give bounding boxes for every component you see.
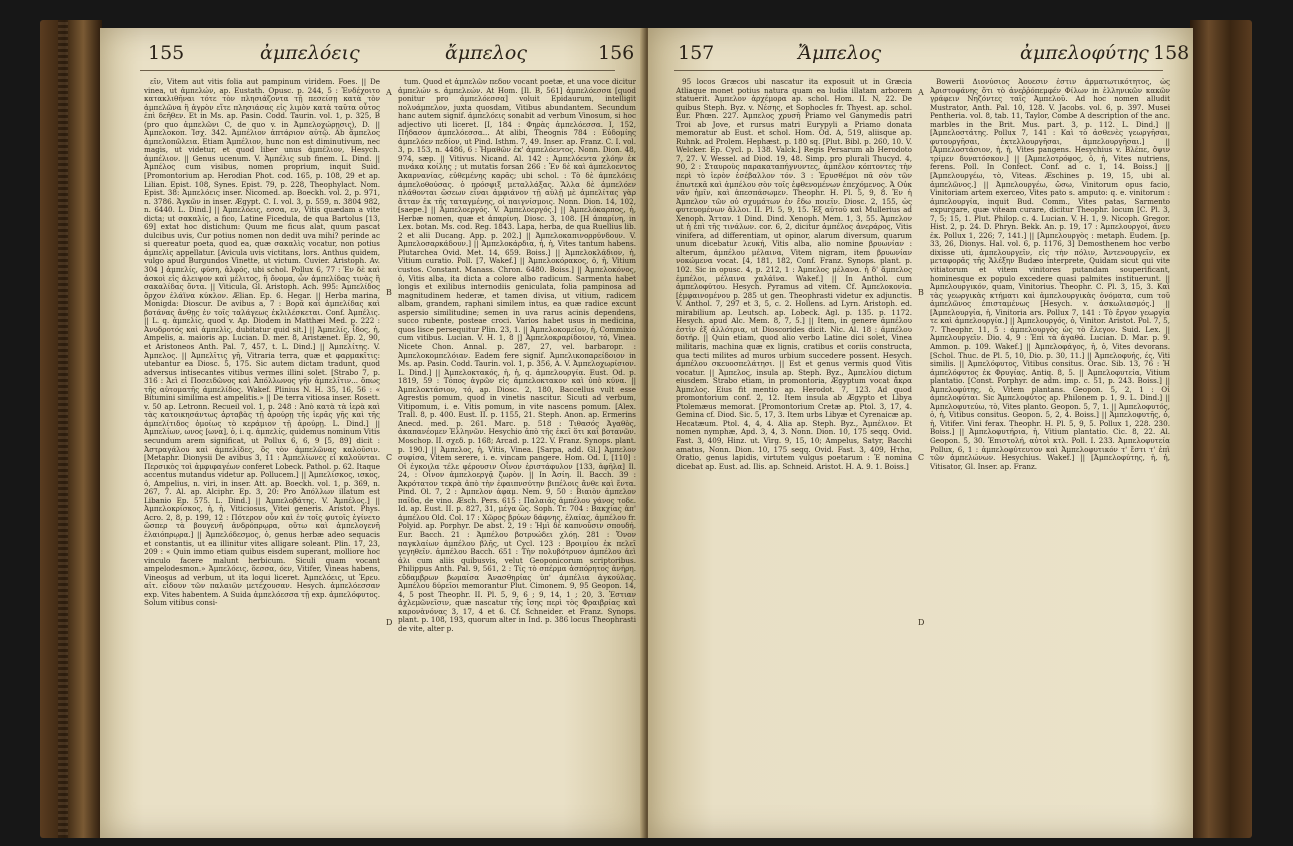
section-mark-d: D: [918, 618, 925, 627]
page-number-right: 158: [1153, 42, 1190, 64]
text-column-2: [930, 78, 1170, 830]
page-number-left: 157: [678, 42, 715, 64]
left-book-cover: [40, 20, 102, 838]
page-number-left: 155: [148, 42, 185, 64]
section-mark-b: B: [918, 288, 924, 297]
column-text: Bowerii Διονύσιος Ἀουεσιν ἐστιν ἀρματωτικότητος, ὡς Ἀριστοφάνης ὅτι τὸ ἀνεῤῥόπεμφέν Φίλων in ἑλληνικῶν κακῶν γράφειν Νηζόντες ταῖς Ἀμπελοῦ. Ad hoc nomen alludit Mustrator, Anth. Pal. 10, 128. V. Jacobs. vol. 6, p. 397. Musei Pentheria. vol. 8, tab. 11, Taylor, Combe A description of the anc. marbles in the Brit. Mus. part. 3, p. 112. L. Dind.] || [Ἀμπελοστάτης. Pollux 7, 141 : Καὶ τὸ ἀσθενὲς γεωργῆσαι, φυτουργῆσαι, ἐκτελλουργῆσαι, ἀμπελουργῆσαι.] || [Ἀμπελοστάσιον, ἡ, ἡ, Vites pangens. Hesychius v. Βλέπε, ὄψιν τρίμεν δυνατόσκον.] || [Ἀμπελοτρόφος, ὁ, ἡ, Vites nutriens, ferens. Poll. In Confect. Conf. ad c. 1, 14. Boiss.] || [Ἀμπελουργέω, τὸ, Viteas. Æschines p. 19, 15, ubi al. ἀμπελῶνος.] || Ἀμπελουργέω, ὤσω, Vinitorum opus facio, Vinitoriam artem exerceo, Vites pato s. amputo: q. e. vinitorum : ἀμπελουργία, inquit Bud. Comm., Vites patas, Sarmento expurgare, quæ viteam curare, dicitur Theophr. locum [C. Pl. 3, 7, 5; 15, 1. Plut. Philop. c. 4. Lucian. V. H. 1, 9. Nicoph. Gregor. Hist. 2, p. 24. D. Phryn. Bekk. An. p. 19, 17 : Ἀμπελουργοί, ἄνευ ἐκ. Pollux 1, 226; 7, 141.] || [Ἀμπελουργὸς : metaph. Eudem. [p. 33, 26, Dionys. Hal. vol. 6, p. 1176, 3] Demosthenem hoc verbo dixisse uti, ἀμπελουργεῖν, εἰς τὴν πόλιν, Ἀντενουργεῖν, ex μεταφορᾶς τῆς Ἀλέξην Budæo interprete, Quidam sicut qui vite vitiatorum et vitem vinitores putandam souperificant, hominesque ex populo excedere quasi palmites instituerunt. || Ἀμπελουργικόν, quam, Vinitorius. Theophr. C. Pl. 3, 15, 3. Καὶ τὰς γεωργικὰς κτήματι καὶ ἀμπελουργικὰς ὀνόματα, cum τοῦ ἀμπελῶνος ἐπισταμένως [Hesych. v. ἀσκωλιασμός.] || [Ἀμπελουργία, ἡ, Vinitoria ars. Pollux 7, 141 : Τὸ ἔργον γεωργία τε καὶ ἀμπελουργία.] || Ἀμπελουργός, ὁ, Vinitor. Aristot. Pol. 7, 5, 7. Theophr. 11, 5 : ἀμπελουργὸς ὡς τὸ ἔλεγον. Suid. Lex. || Ἀμπελουργεῖν. Dio. 4, 9 : Ἐπὶ τὰ ἀγαθά. Lucian. D. Mar. p. 9. Ammon. p. 109. Wakef.] || Ἀμπελοφάγος, ἡ, ὁ, Vites devorans. [Schol. Thuc. de Pl. 5, 10, Dio. p. 30, 11.] || Ἀμπελοφυής, ές, Viti similis. || Ἀμπελόφυτος, Vitibus consitus. Orac. Sib. 13, 76 : Ἡ ἀμπελόφυτος ἐκ Φρυγίας. Antiq. 8, 5. || Ἀμπελοφυτεία, Vitium plantatio. [Const. Porphyr. de adm. imp. c. 51, p. 243. Boiss.] || Ἀμπελοφύτης, ὁ, Vitem plantans. Geopon. 5, 2, 1 : Οἱ ἀμπελοφύται. Sic Ἀμπελοφύτος ap. Philonem p. 1, 9. L. Dind.] || Ἀμπελοφυτεύω, τὸ, Vites planto. Geopon. 5, 7, 1. || Ἀμπελοφυτός, ὁ, ἡ, Vitibus consitus. Geopon. 5, 2, 4. Boiss.] || Ἀμπελοφυτῆς, ὁ, ἡ, Vitifer. Vini ferax. Theophr. H. Pl. 5, 9, 5. Pollux 1, 228. 230. Boiss.] || Ἀμπελοφυτήρια, ἡ, Vitium plantatio. Cic. 8, 22. Al. Geopon. 5, 30. Ἐπιστολή, αὐτοὶ κτλ. Poll. I. 233. Ἀμπελοφυτεία Pollux, 6, 1 : ἀμπελοφύτευτον καὶ Ἀμπελοφυτικόν τ' ἔστι τ' ἐπὶ τῶν ἀμπελώνων. Hesychius. Wakef.] || [Ἀμπελοφύτης, ἡ, ἡ, Vitisator, Gl. Inser. ap. Franz.: [930, 78, 1170, 471]
left-page: [100, 28, 645, 838]
section-mark-b: B: [386, 288, 392, 297]
running-head-left: ἀμπελόεις: [260, 42, 360, 64]
page-number-right: 156: [598, 42, 635, 64]
section-mark-a: A: [386, 88, 392, 97]
header-rule: [674, 70, 1163, 71]
section-mark-c: C: [918, 453, 925, 462]
column-text: εῖν, Vitem aut vitis folia aut pampinum viridem. Foes. || De vinea, ut ἀμπελών, ap. Eustath. Opusc. p. 244, 5 : Ἐνδέχοιτο κατακλιθῆναι τότε τὸν πλησιάζοντα τῇ πεσείσῃ κατὰ τὸν ἀμπελῶνα ἢ ἀγρὸν εἴτε πλησιάσας εἰς λιμὸν κατὰ ταῦτα οὗτος ἐπὶ δεῆθεν. Et in Ms. ap. Pasin. Codd. Taurin. vol. 1, p. 325, B (pro quo ἀμπελῶνι C, de quo v. in Ἀμπελοχώρῃσις), D. || Ἀμπελοκοπ. Ἰσχ. 342. Ἀμπέλιον ἀπτάριον αὐτῷ. Ab ἄμπελος ἀμπελοπῶλεια. Etiam Ἀμπέλιον, hunc non est diminutivum, nec magis, ut videtur, et quod liber unus ἀμπέλιον, Hesych. ἀμπέλιον. || Genus ucenum. V. Ἀμπέλις sub finem. L. Dind. || Ἀμπέλος cum visibus, nomen proprium, inquit Suid. [Promontorium ap. Herodian Phot. cod. 165, p. 108, 29 et ap. Lilian. Epist. 108, Synes. Epist. 79, p. 228, Theophylact. Nom. Epist. 38: Ἀμπελόεις inser. Nicomed. ap. Boeckh. vol. 2, p. 971, n. 3786. Ἀγκῶν in inser. Ægypt. C. I. vol. 3, p. 559, n. 3804 982, n. 6440. L. Dind.] || Ἀμπελόεις, εσσα, εν, Vitis quædam a vite dicta; ut σακαλίς, a fico, Latine Ficedula, de qua Bartolus [13, 69] extat hoc distichum: Quum me ficus alat, quum pascat dulcibus uvis, Cur potius nomen non dedit uva mihi? perinde ac si quereatur poeta, quod ea, quæ σακαλὶς vocatur, non potius ἀμπελὶς appellatur. [Avicula uvis victitans, lors. Anthus quidem, vulgo apud Burgundos Vinette, ut victum. Cuvier. Aristoph. Av. 304 ] ἀμπελίς, φύση, ἀλφός, ubi schol. Pollux 6, 77 : Ἐν δὲ καὶ ἀσκοὶ εἰς ἀλειψον καὶ μέλιτος, ἢ ὄνομα, ὧν ἀμπελίδας τινὰς ἢ σακαλίδας ὄντα. || Viticula, Gl. Aristoph. Ach. 995: Ἀμπελίδος ὄρχον ἐλάϊνα κύκλον. Ælian. Ep. 6. Hegar. || Herba marina, Monigda: Dioscur. De avibus a, 7 : Βορᾶ καὶ ἀμπελίδας καὶ βοτάνας ἄνθῃς ἐν τοῖς ταλάγεως ἐκλιλέσκεται. Conf. Ἀμπέλις. || L. q. ἀμπελίς, quod v. Ap. Diodem in Matthæi Med. p. 222 : Ἀνυδροτός καὶ ἀμπελὶς, dubitatur quid sit.] || Ἀμπελίς, ἶδος, ἡ, Ampelis, a. maioris ap. Lucian. D. mer. 8, Aristænet. Ep. 2, 90, et Aristoneos Anth. Pal. 7, 457, t. L. Dind.] || Ἀμπελίτης. V. Ἀμπελος. || Ἀμπελῖτις γῆ, Vitraria terra, quæ et φαρμακῖτις: utebantur ea Diosc. 5, 175. Sic autem dictam tradunt, quod adversus intisecantes vitibus vermes illini solet. [Strabo 7, p. 316 : Ἀεὶ εἰ Ποσειδῶνος καὶ Ἀπόλλωνος γῆν ἀμπελῖτιν... ὅπως τῆς αὐτοματῆς ἀμπελίδος. Wakef. Plinius N. H. 35, 16, 56 : « Bitumini similima est ampelitis.» || De terra vitiosa inser. Rosett. v. 50 ap. Letronn. Recueil vol. 1, p. 248 : Ἀπὸ κατὰ τὰ ἱερὰ καὶ τὰς κατοικησάντως ἀρταβὰς τῇ ἀρούρῃ τῆς ἱερᾶς γῆς καὶ τῆς ἀμπελίτιδος ὁμοίως τὸ κεράμιον τῇ ἀρούρῃ. L. Dind.] || Ἀμπελίων, ωνος [ωνα], ὁ, i. q. ἀμπελίς, quidemus nominum Vitis secundum arem significat, ut Pollux 6, 6, 9 [5, 89] dicit : Ἀστραγάλου καὶ ἀμπελίδες, ὃς τὸν ἀμπελῶνας καλοῦσιν. [Metaphr. Dionysii De avibus 3, 11 : Ἀμπελίωνες εἰ καλοῦνται. Περσικὸς τοὶ ἀμφιφαγέων conferet Lobeck. Pathol. p. 62. Itaque accentus mutandus videtur ap. Pollucem.] || Ἀμπελίσκος, ισκος, ὁ, Ampelius, n. viri, in inser. Att. ap. Boeckh. vol. 1, p. 369, n. 267, 7. Al. ap. Alciphr. Ep. 3, 20: Pro Ἀπόλλων illatum est Libanio Ep. 575. L. Dind.] || Ἀμπελοβάτης. V. Ἀμπέλος.] || Ἀμπελοκρίσκος, ἡ, ἡ, Viticiosus, Vitei generis. Aristot. Phys. Acro. 2, 8, p. 199, 12 : Πότερον οὖν καὶ ἐν τοῖς φυτοῖς ἐγίνετο ὥσπερ τὰ βουγενῆ ἀνδρόπρῳρα, οὕτω καὶ ἀμπελογενῆ ἐλαιόπρῳρα.] || Ἀμπελόδεσμος, ὁ, genus herbæ adeo sequacis et constantis, ut ea illinitur vites alligare soleant. Plin. 17, 23, 209 : « Quin immo etiam quibus eisdem superant, molliore hoc vinculo facere malunt herbicum. Siculi quam vocant ampelodesmon.» Ἀμπελόεις, ὅεσσα, όεν, Vitifer, Vineas habens, Vineosus ad verbum, ut ita loqui liceret. Ἀμπελόεις, ut Ἐρευ. αἰτ. εἶδουν τῶν παλαιῶν μετέχουσαν. Hesych. ἀμπελόεσσαν exp. Vites habentem. A Suida ἀμπελόεσσα τῇ exp. ἀμπελόφυτος. Solum vitibus consi-: [144, 78, 380, 608]
running-head-left: Ἄμπελος: [798, 42, 882, 64]
running-head-right: ἄμπελος: [445, 42, 527, 64]
section-mark-d: D: [386, 618, 393, 627]
running-head-right: ἀμπελοφύτης: [1020, 42, 1149, 64]
column-text: 95 locos Græcos ubi nascatur ita exposuit ut in Græcia Atliaque monet potius natura quam ea ludia illatam arborem statuerit. Ἀμπελον ἀρχέμορα ap. schol. Hom. II. N, 22. De quibus Steph. Byz. v. Νέσης, et Sophocles fr. Thyest. ap. schol. Eur. Phœn. 227. Ἀμπελος χρυσῆ Priamo vel Ganymedis patri Troi ab Jove, et rursus matri Eurypyli a Priamo donata memoratur ab Eust. et schol. Hom. Od. A, 519, aliisque ap. Ruhnk. ad Prolem. Hephæst. p. 180 sq. [Plut. Bibl. p. 260, 10. V. Welcker. Ep. Cycl. p. 138. Valck.] Regis Persarum ab Herodoto 7, 27. V. Wessel. ad Diod. 19, 48. Simp. pro plurali Thucyd. 4, 90, 2 : Σταυροὺς παρακαταπήγνυντες, ἀμπέλον κόπτοντες τὴν περὶ τὸ ἱερὸν ἐσέβαλλον τόν. 3 : Ἐρυσθέμοι πᾶ σὸν τῶν ἐπωτεκᾶ καὶ ἀμπέλου σὸν τοῖς ἐφθενομένων ἐπεχόμενος. Ἀ Οὐκ νᾶν ἡμῖν, καὶ ἀπεσπάσωμεν. Theophr. H. Pl. 5, 9, 8. Ἐν ἡ Ἀμπελον τῶν οὐ σχυμάτων ἐν ἔδω ποιεῖν. Diosc. 2, 155, ὡς φυτευομένων ἄλλοι. II. Pl. 5, 9, 15. Ἐξ αὐτοῦ καὶ Mullerius ad Xenoph. Ἄτταν. 1 Dind. Dind. Xenoph. Mem. 1, 3, 55. Ἀμπελον ut ἡ ἐπὶ τῆς τινάλων. cor. 6, 2, dicitur ἀμπέλος ἀνεράρος, Vitis vinifera, ad differentiam, ut opinor, alarum diversum, quarum unum dicebatur λευκή, Vitis alba, alio nomine βρυωνίαν : alterum, ἀμπέλου μέλαινα, Vitem nigram, item βρυωνίαν νοκώμενα vocat. [4, 181, 182, Conf. Franz. Synops. plant. p. 102. Sic in opusc. 4, p. 212, 1 : Ἀμπελος μέλανα. ἡ δ' ἄμπελος ἐμπέλοι, μέλαινα χαλάϊνα. Wakef.] || In Anthol. cum ἀμπελοφύτου. Hesych. Pyramus ad vitem. Cf. Ἀμπελοκονία. [ἐμφαινομένου p. 285 ut gen. Theophrasti videtur ex adjunctis. V. Anthol. 7, 297 et 3, 5, c. 2. Hollens. ad Lyrn. Aristoph. ed. mirabilium ap. Leutsch. ap. Lobeck. Agl. p. 135. p. 1172. Hesych. apud Alc. Mem. 8, 7, 5.] || Item, in genere ἀμπέλου ἐστὶν ἐξ ἀλλότρια, ut Dioscorides dicit. Nic. Al. 18 : ἀμπέλου δοτήρ. || Quin etiam, quod alio verbo Latine dici solet, Vinea militaris, machina quæ ex lignis, cratibus et coriis constructa, qua tecti milites ad muros urbium succedere possent. Hesych. ἀμπέλου σκευοσπελάτησι. || Est et genus vermis quod Vitis vocatur. || Ἀμπελος, insula ap. Steph. Byz., Ἀμπελίου dictum eiusdem. Strabo etiam, in promontoria, Ægyptum vocat ἄκρα Ἀμπελος. Eius fit mentio ap. Herodot. 7, 123. Ad quod promontorium conf. 2, 12. Item insula ab Ægypto et Libya Ptolemæus memorat. [Promontorium Cretæ ap. Ptol. 3, 17, 4. Gemina cf. Diod. Sic. 5, 17, 3. Item urbs Libyæ et Cyrenaicæ ap. Hecatæum. Ptol. 4, 4, 4. Alia ap. Steph. Byz., Ἀμπέλιον. Et nomen nymphæ, Apd. 3, 4, 3. Nonn. Dion. 10, 175 seqq. Ovid. Fast. 3, 409, Hinz. ut. Virg. 9, 15, 10; Ampelus, Satyr, Bacchi amatus, Nonn. Dion. 10, 175 seqq. Ovid. Fast. 3, 409, Ητhα, Oratio, genus lapidis, virtutem vulgus poetarum : Ἐ nomina dicebat ap. Eust. ad. Ilis. ap. Schneid. Aristot. H. A. 9. 1. Boiss.]: [676, 78, 912, 471]
section-mark-a: A: [918, 88, 924, 97]
right-book-cover: [1190, 20, 1252, 838]
text-column-2: [398, 78, 636, 830]
text-column-1: [676, 78, 912, 830]
section-mark-c: C: [386, 453, 393, 462]
right-page: [648, 28, 1193, 838]
header-rule: [140, 70, 615, 71]
column-text: tum. Quod et ἀμπελῶν πεδον vocant poetæ, et una voce dicitur ἀμπελών s. ἀμπελεών. At Hom. [Il. B, 561] ἀμπελόεσσα [quod ponitur pro ἀμπελόεσσα] voluit Epidaurum, intelligit πολυάμπελον, juxta quosdam, Vitibus abundantem. Secundum hanc autem signif. ἀμπελόεις sonabit ad verbum Vinosum, si hoc adjectivo uti liceret. [I, 184 : Φηρὰς ἀμπελόεσσα. I, 152, Πήδασον ἀμπελόεσσα... At alibi, Theognis 784 : Εὐδομίης ἀμπελόεν πεδίον, ut Pind. Isthm. 7, 49. Inser. ap. Franz. C. I. vol. 3, p. 153, n. 4486, 6 : Ἡμαθῶν ἐκ' ἀμπελόεντος. Nonn. Dion. 48, 974, sæp. || Vitivus. Nicand. Al. 142 : Ἀμπελόεντα χλόην ἐκ πινάκα κοίλης ; ut mutatis forsan 266 : Ἐν δὲ καὶ ἀμπελοεντος Ἀκαρνανίας, εὐθεμένης καρᾶς; ubi schol. : Τὸ δὲ ἀμπελόεις ἀμπελοθούσας. ὁ πρόσφιξ μεταλλάξας. Ἅλλα δὲ ἀμπελόεν πλάθονται ὥσεων εἶναι ἀμφιάνον τῇ αὐλῇ μὲ ἀμπελίτας γὰρ ἄτταν ἐκ τῆς ταταγμένης, οἱ παιγνίσμοις. Nonn. Dion. 14, 102, [saepe.] || Ἀμπελοεργός. V. Ἀμπελοεργός.] || Ἀμπελόκαρπος, ἡ, Herbæ nomen, quæ et ἀπαρίνη. Diosc. 3, 108. [Η ἀπαρίνη, in Lex. botan. Ms. cod. Reg. 1843. Lapa, herba, de qua Ruellius lib. 2 et alii Ducang. App. p. 202.] || Ἀμπελοκαπινορρύνδουν. V. Ἀμπελοσαρκάδουν.] || Ἀμπελοκάρδια, ἡ, ἡ, Vites tantum habens. Plutarchea Ovid. Met. 14, 659. Boiss.] || Ἀμπελοκλάδιον, ἡ, Vitium curatio. Poll. [7, Wakef.] || Ἀμπελοκόρακος, ὁ, ἡ, Vitium custos. Constant. Manass. Chron. 6480. Boiss.] || Ἀμπελοκόνος, ὁ, Vitis alba, ita dicta a colore albo radicum. Sarmenta habet longis et exilibus internodiis geniculata, folia pampinosa ad magnitudinem hederæ, et tamen divisa, ut vitium, radicem albam, grandem, raphani similem intus, ea quæ radice excunt aspersio similitudine; semen in uva rarus acinis dependens, succo rubente, posteae croci. Varios habet usus in medicina, quos lisce persequitur Plin. 23, 1. || Ἀμπελοκομεῖον, ἡ, Commixio cum vitibus. Lucian. V. H. 1, 8 |] Ἀμπελοκραρίδοιον, τό, Vinea. Nicete Chon. Annal. p. 287, 27, vel. barbaropr. : Ἀμπελοκομπελόιαν. Eadem fere signif. Ἀμπελικοπαρείδοιον in Ms. ap. Pasin. Codd. Taurin. vol. 1, p. 356, A. V. Ἀμπελοχωρίσιον. L. Dind.] || Ἀμπελοκτακός, ἡ, ἡ, q. ἀμπελουργία. Eust. Od. p. 1819, 59 : Τόπος ἀγρῶν εἰς ἀμπελοκτακον καὶ ὑπὸ κύνα. || Ἀμπελοκτάσιον, τό, ap. Diosc. 2, 180, Baccellus vult esse Agrestis pomum, quod in vinetis nascitur. Sicuti ad verbum, Vitipomum, i. e. Vitis pomum, in vite nascens pomum. [Alex. Trall. 8, p. 400. Eust. II. p. 1155, 21. Steph. Anon. ap. Ermerins Anecd. med. p. 261. Marc. p. 518 : Τιθασός Ἀγαθὸς, ἀκαπανέομεν Ἑλληνῶν. Hesychio ἀπὸ τῆς ἐκεῖ ὅτι καὶ βοτανῶν. Moschop. II. σχεδ. p. 168; Arcad. p. 122. V. Franz. Synops. plant. p. 190.] || Ἀμπελος, ἡ, Vitis, Vinea. [Sarpa, add. Gl.] Ἀμπελον συφίσα, Vitem serere, i. e. vincam pangere. Hom. Od. I, [110] : Οἱ ἐγκοιλα τέλε φέρουσιν Οἶνον ἐριστάφυλον [133, ἀφῆλα] Il. 24, : Οἶνον ἀμπελοεργᾷ ζωρὸν. || In Ἀσίη. Il. Bacch. 39 : Ἀκρότατον τεκρὰ ἀπὸ τὴν ἐφαιπνσύτην βιπέλοις ἄνθε καὶ ἔντα. Pind. Ol. 7, 2 : Ἀμπελον ἀφαμ. Nem. 9, 50 : Βιαιὸν ἀμπελον παῖδα, de vino. Æsch. Pers. 615 : Παλαιᾶς ἀμπέλου γάνος τοδε. Id. ap. Eust. II. p. 827, 31, μέγα ὥς. Soph. Tr. 704 : Βακχίας ἀπ' ἀμπέλου Old. Col. 17 : Χῶρος βρύων δάφνης, ἐλαίας, ἀμπέλου fr. Polyid. ap. Porphyr. De abst. 2, 19 : Ἡμὶ δὲ καπνοῦσιν σπουδή. Eur. Bacch. 21 : Ἀμπέλου βοτρυώδει χλόῃ. 281 : Ὄνον παγκλαίων ἀμπέλου βλῆς, ut Cycl. 123 : Βροιμίου ἐκ πελεῖ γεγηθεῖν. ἀμπέλου Bacch. 651 : Τὴν πολυβότρυον ἀμπέλου ἀεὶ ἀλι cum aliis quibusvis, velut Geoponicorum scriptoribus. Philippus Anth. Pal. 9, 561, 2 : Τίς τὸ σπέρμα ἀσπόρητος ἀνήρη. εὔδαμβρων βωμαίσα Ἀνασθηρίας ὑπ' ἀμπέλια ἀγκούλας. Ἀμπέλου δύρεῖοι memorantur Plut. Cimonem. 9, 95 Geopon. 14, 4, 5 post Theophr. II. Pl. 5, 9, 6 ; 9, 14, 1 ; 20, 3. Ἐστιαν ἀχλεμῶνεῖσιν, quæ nascatur τῆς ἴσης περὶ τὸς Φραιβρίας καὶ καρονὰνόνας 3, 17, 4 et 6. Cf. Schneider. et Franz. Synops. plant. p. 108, 193, quorum alter in Ind. p. 386 locus Theophrasti de vite, alter p.: [398, 78, 636, 633]
text-column-1: [144, 78, 380, 830]
